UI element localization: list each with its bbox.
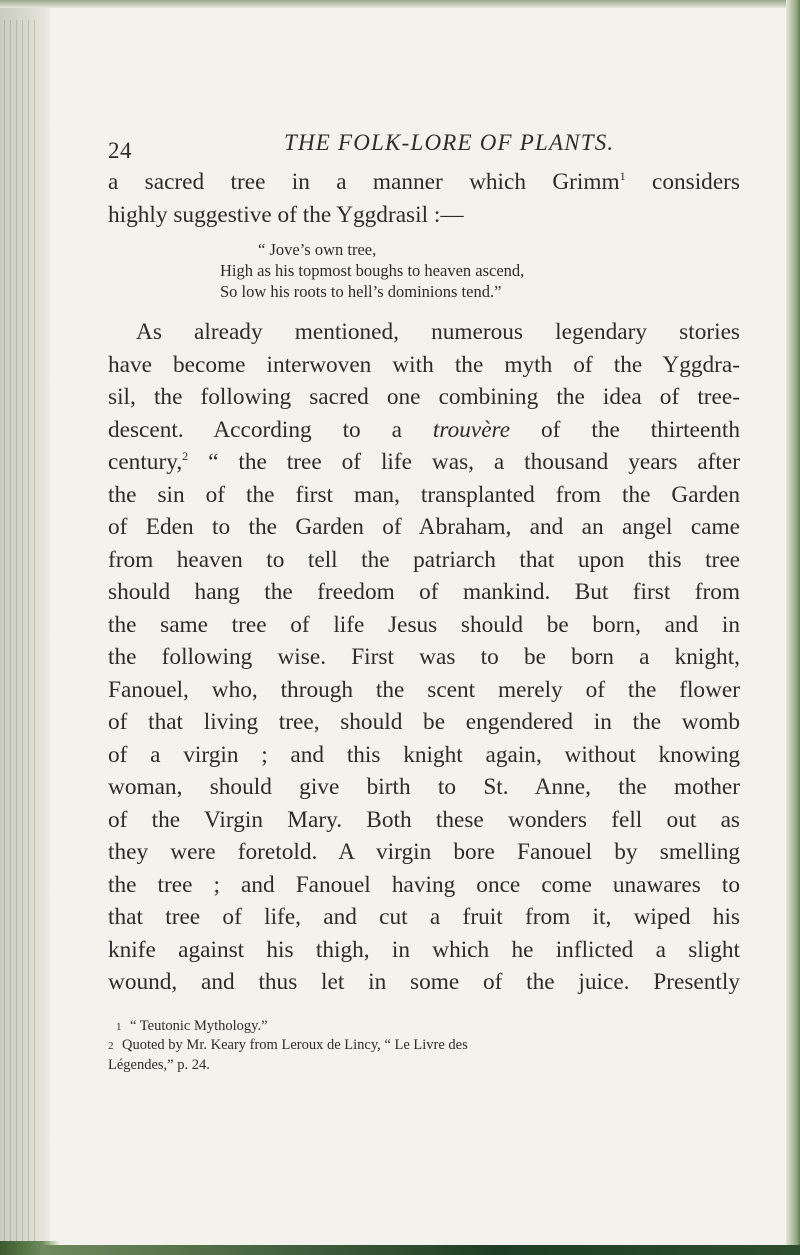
text-line: the tree ; and Fanouel having once come unawares to (108, 871, 740, 898)
text-line: knife against his thigh, in which he inflicted a slight (108, 936, 740, 963)
verse-line: High as his topmost boughs to heaven ascend, (220, 261, 525, 280)
footnote-2: 2 Quoted by Mr. Keary from Leroux de Lincy, “ Le Livre des (108, 1037, 468, 1053)
text-line: of a virgin ; and this knight again, without knowing (108, 741, 740, 768)
text-line: century,$^2$ “ the tree of life was, a thousand years after (108, 449, 740, 475)
verse-quotation (108, 239, 740, 302)
text-line: they were foretold. A virgin bore Fanouel by smelling (108, 839, 740, 865)
verse-line: “ Jove’s own tree, (258, 240, 377, 259)
text-line: that tree of life, and cut a fruit from it, wiped his (108, 904, 740, 930)
book-page (108, 130, 740, 1074)
page-header (108, 130, 740, 166)
page-number: 24 (108, 138, 132, 163)
gutter-page-edges (4, 20, 38, 1255)
right-page-edge (786, 0, 800, 1255)
paragraph-main (108, 316, 740, 999)
verse-line: So low his roots to hell’s dominions tend.” (220, 282, 502, 301)
text-line: the same tree of life Jesus should be born, and in (108, 611, 740, 638)
footnote-1: 1 “ Teutonic Mythology.” (116, 1017, 268, 1034)
text-line: of the Virgin Mary. Both these wonders fell out as (108, 806, 740, 833)
footnote-ref-1: 1 (619, 169, 626, 183)
book-gutter (0, 0, 50, 1255)
text-line: of Eden to the Garden of Abraham, and an angel came (108, 514, 740, 540)
italic-term: trouvère (432, 416, 511, 443)
text-line: As already mentioned, numerous legendary stories (136, 319, 740, 345)
text-line: woman, should give birth to St. Anne, the mother (108, 774, 740, 800)
text-line: sil, the following sacred one combining the idea of tree- (108, 384, 740, 410)
text-line: from heaven to tell the patriarch that upon this tree (108, 546, 740, 573)
text-line: descent. According to a trouvère of the thirteenth (108, 416, 741, 443)
text-line: wound, and thus let in some of the juice. Presently (108, 969, 740, 995)
running-head: THE FOLK-LORE OF PLANTS. (284, 130, 615, 155)
text-line: Fanouel, who, through the scent merely of the flower (108, 676, 740, 703)
text-line: the sin of the first man, transplanted from the Garden (108, 481, 740, 508)
footnotes (108, 1017, 740, 1075)
text-line: of that living tree, should be engendered in the womb (108, 709, 740, 735)
paragraph-continuation (108, 166, 740, 231)
text-line: highly suggestive of the Yggdrasil :— (108, 201, 464, 228)
text-line: the following wise. First was to be born a knight, (108, 644, 740, 670)
bottom-page-edge (40, 1245, 800, 1255)
text-line: have become interwoven with the myth of the Yggdra- (108, 351, 740, 378)
text-line: should hang the freedom of mankind. But first from (108, 579, 740, 605)
text-line: a sacred tree in a manner which Grimm$^1$ considers (108, 169, 740, 195)
footnote-2-continued: Légendes,” p. 24. (108, 1056, 210, 1073)
footnote-ref-2: 2 (182, 449, 189, 463)
top-page-edge (0, 0, 800, 8)
